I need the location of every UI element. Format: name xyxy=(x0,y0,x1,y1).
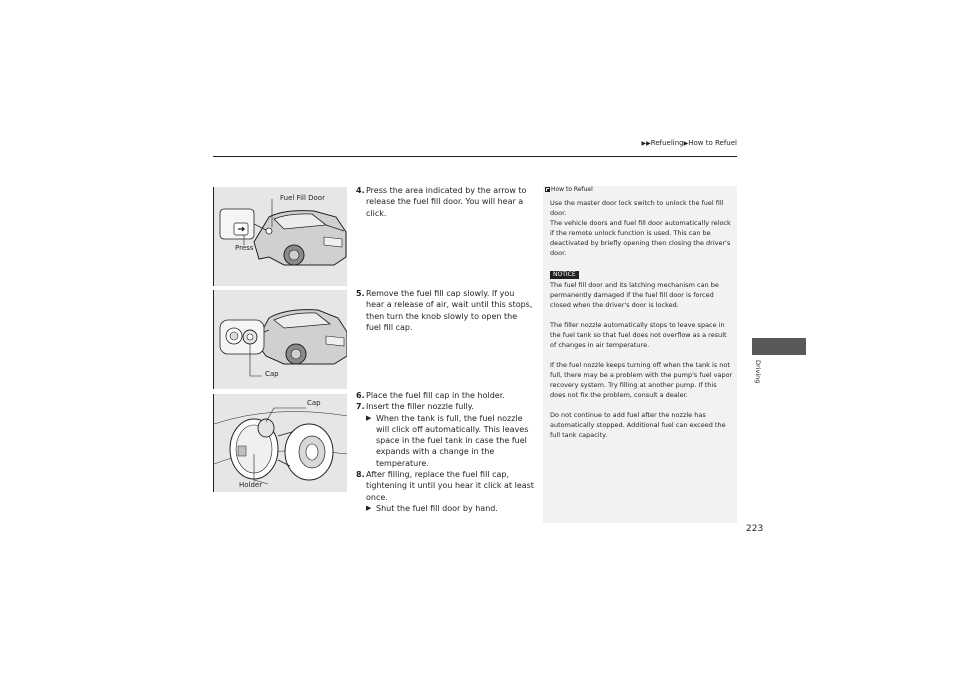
label-fuel-fill-door: Fuel Fill Door xyxy=(280,194,325,202)
sidebar-heading xyxy=(545,186,593,193)
sidebar-paragraph-1: Use the master door lock switch to unlock the fuel fill door. xyxy=(550,199,724,217)
step-text: Press the area indicated by the arrow to release the fuel fill door. You will hear a click. xyxy=(366,186,527,218)
step-note-text: Shut the fuel fill door by hand. xyxy=(376,503,498,513)
figure-cap-holder xyxy=(213,394,347,492)
step-group-4 xyxy=(356,185,534,219)
sidebar-paragraph-5: If the fuel nozzle keeps turning off when the tank is not full, there may be a problem with the pump's fuel vapor recovery system. Try filling at another pump. If this does not fix the problem, consult a dealer. xyxy=(550,361,733,399)
step-7-note xyxy=(356,413,534,469)
step-number: 4. xyxy=(356,186,365,195)
page-number: 223 xyxy=(746,524,764,534)
triangle-icon: ▶ xyxy=(366,413,372,422)
step-text: Insert the filler nozzle fully. xyxy=(366,402,474,412)
step-group-6-8 xyxy=(356,390,534,514)
label-press: Press xyxy=(235,244,254,252)
figure-fuel-cap xyxy=(213,290,347,389)
step-8 xyxy=(356,469,534,503)
step-text: Remove the fuel fill cap slowly. If you hear a release of air, wait until this stops, then turn the knob slowly to open the fuel fill cap. xyxy=(366,289,533,332)
step-7 xyxy=(356,401,534,412)
step-number: 8. xyxy=(356,470,365,480)
step-group-5 xyxy=(356,288,534,333)
step-text: Place the fuel fill cap in the holder. xyxy=(366,391,505,400)
triangle-icon: ▶ xyxy=(366,503,372,512)
reference-box-icon xyxy=(545,187,550,192)
section-tab xyxy=(752,338,806,355)
breadcrumb-part1: Refueling xyxy=(650,139,684,147)
sidebar-paragraph-2: The vehicle doors and fuel fill door automatically relock if the remote unlock function is used. This can be deactivated by briefly opening then closing the driver's door. xyxy=(550,219,731,257)
step-8-note xyxy=(356,503,534,514)
step-5 xyxy=(356,288,534,333)
breadcrumb xyxy=(560,139,737,147)
double-triangle-icon: ▶▶ xyxy=(641,140,651,147)
label-cap: Cap xyxy=(307,399,321,407)
sidebar-paragraph-3: The fuel fill door and its latching mechanism can be permanently damaged if the fuel fill door is forced closed when the driver's door is locked. xyxy=(550,281,719,309)
notice-badge: NOTICE xyxy=(550,271,579,279)
sidebar-paragraph-4: The filler nozzle automatically stops to leave space in the fuel tank so that fuel does not overflow as a result of changes in air temperature. xyxy=(550,321,727,349)
step-number: 5. xyxy=(356,289,365,298)
breadcrumb-part2: How to Refuel xyxy=(688,139,737,147)
label-holder: Holder xyxy=(239,481,263,489)
car-cap-illustration xyxy=(214,290,347,389)
step-4 xyxy=(356,185,534,219)
step-text: After filling, replace the fuel fill cap, tightening it until you hear it click at least once. xyxy=(366,470,534,502)
header-rule xyxy=(213,156,737,157)
figure-fuel-fill-door xyxy=(213,187,347,286)
sidebar-heading-text: How to Refuel xyxy=(551,186,593,193)
step-number: 7. xyxy=(356,402,365,412)
step-6 xyxy=(356,390,534,401)
step-number: 6. xyxy=(356,391,365,400)
section-label: Driving xyxy=(754,360,762,384)
step-note-text: When the tank is full, the fuel nozzle will click off automatically. This leaves space in the fuel tank in case the fuel expands with a change in the temperature. xyxy=(376,413,529,468)
sidebar-paragraph-6: Do not continue to add fuel after the nozzle has automatically stopped. Additional fuel can exceed the full tank capacity. xyxy=(550,411,726,439)
triangle-icon: ▶ xyxy=(683,140,689,147)
label-cap: Cap xyxy=(265,370,279,378)
cap-holder-illustration xyxy=(214,394,347,492)
